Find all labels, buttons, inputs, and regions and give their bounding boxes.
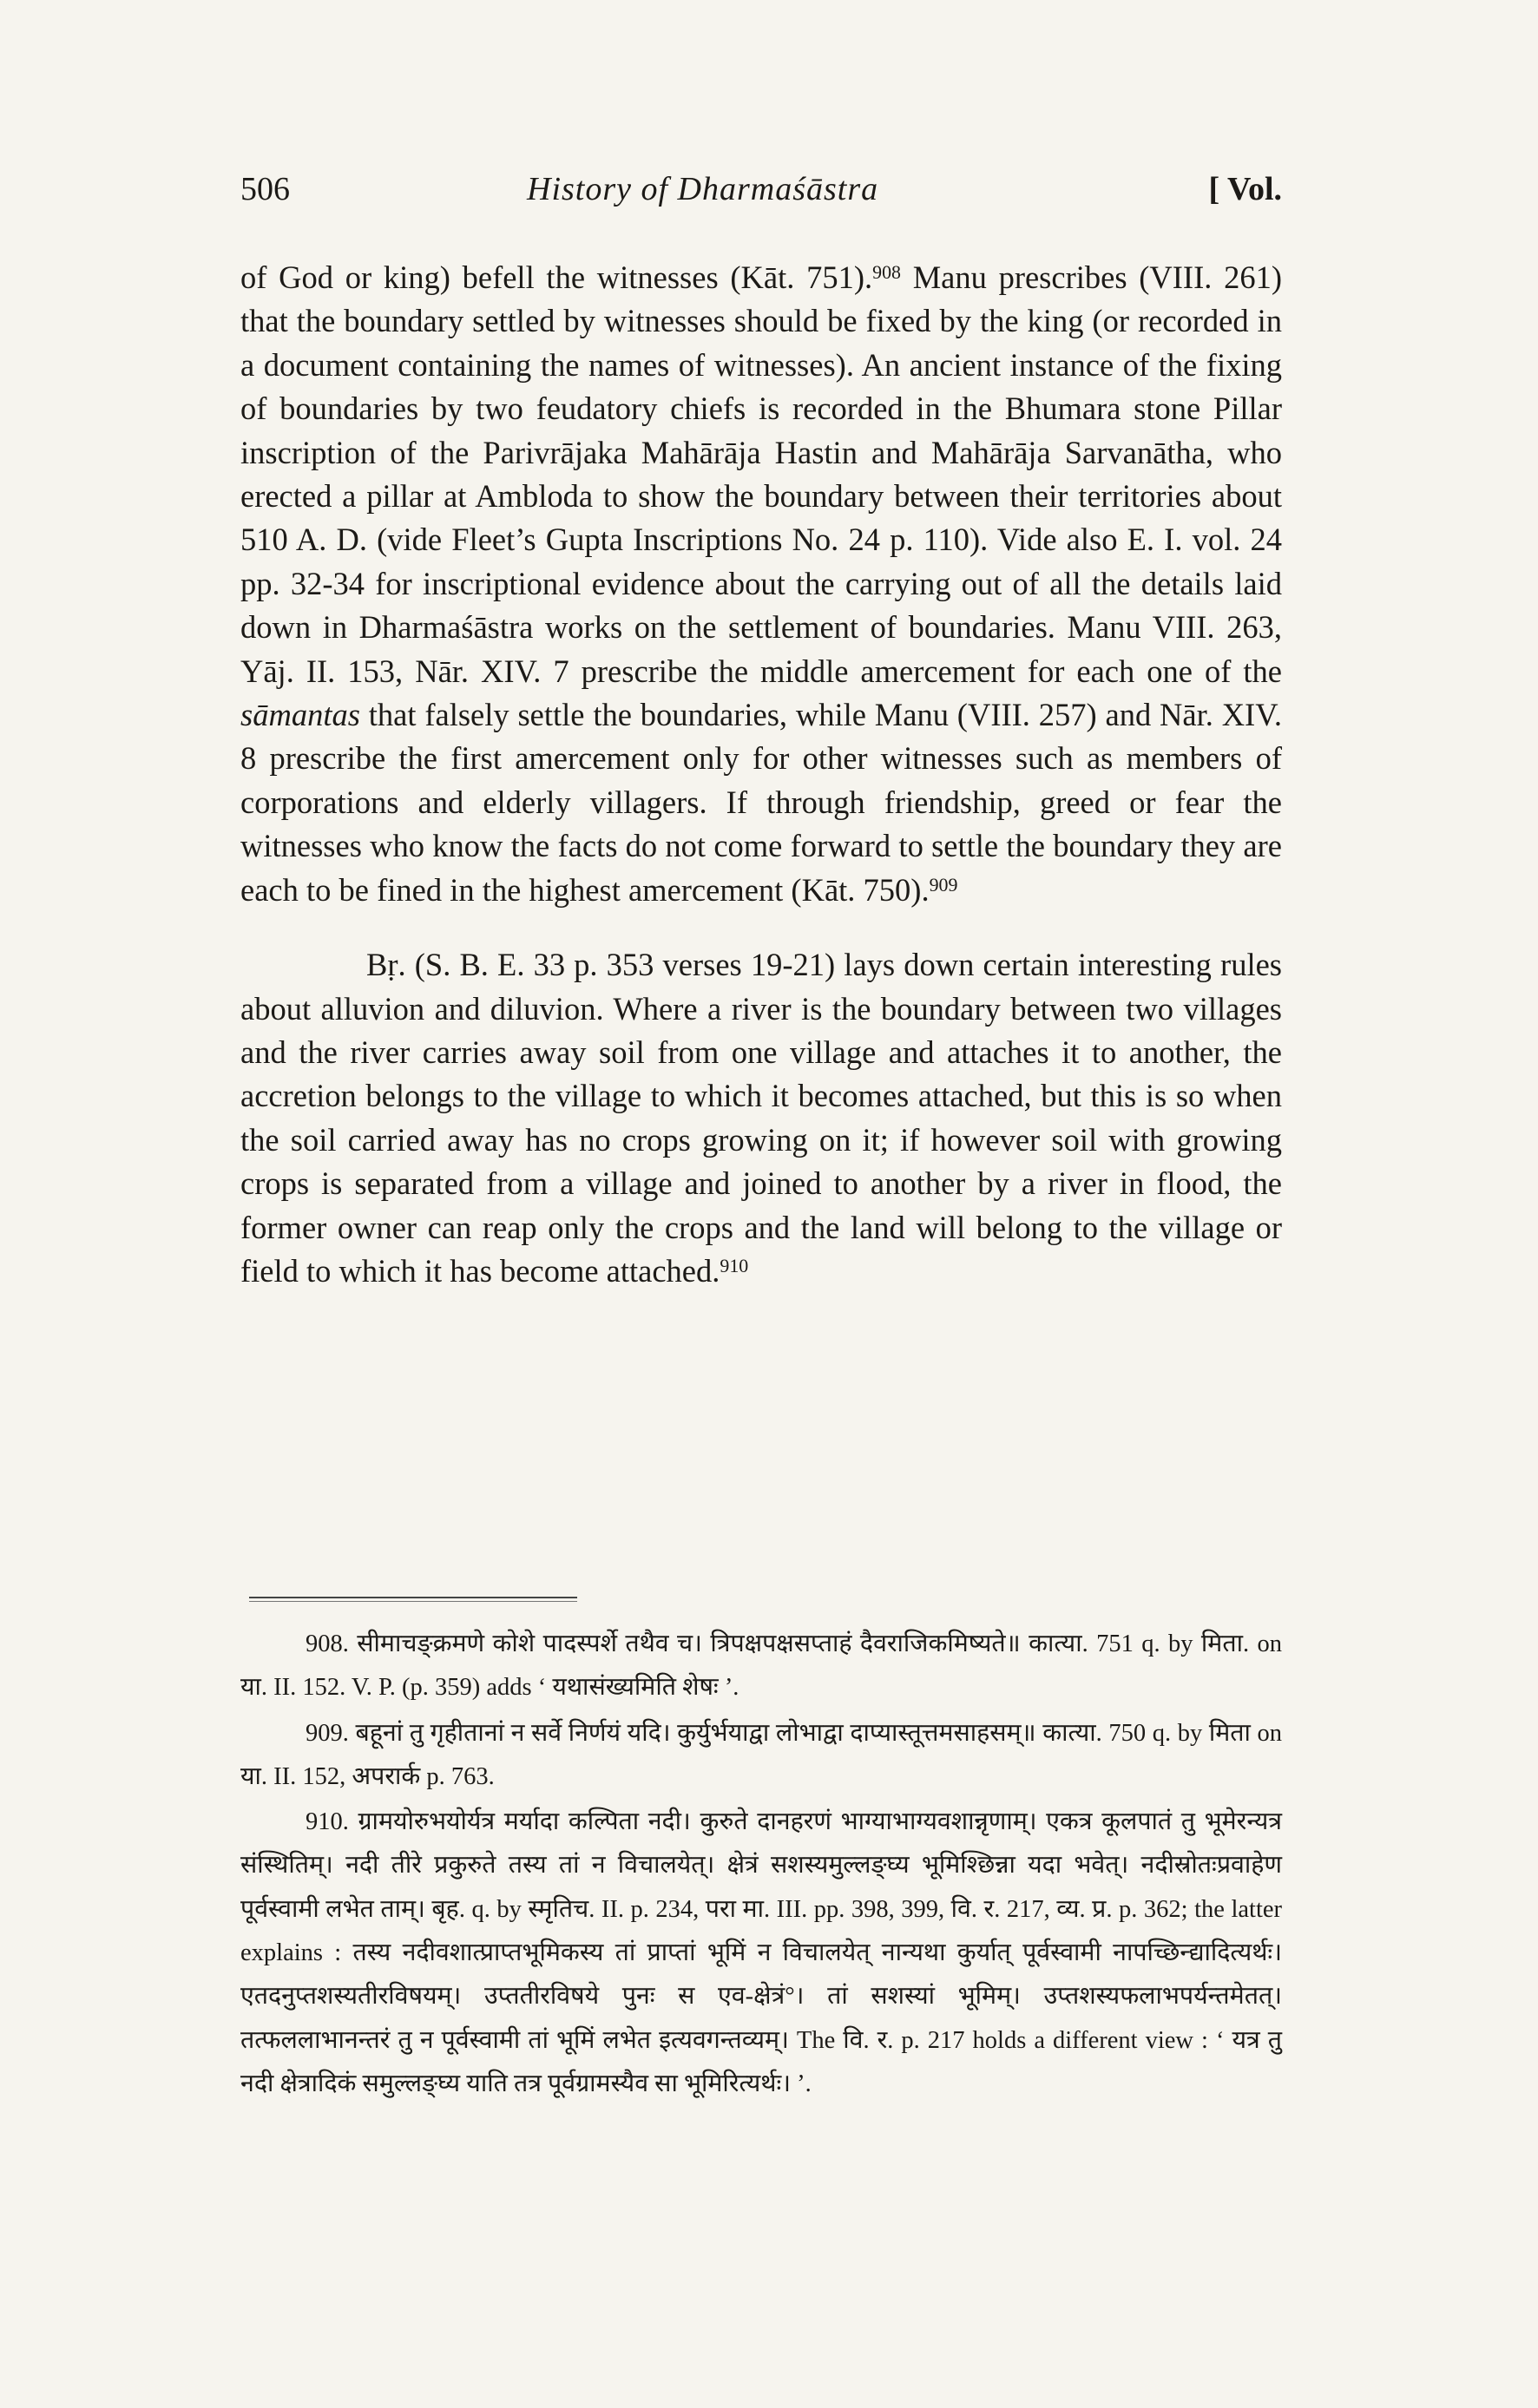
paragraph-1-text-a: of God or king) befell the witnesses (Kāt. 751). — [240, 259, 873, 295]
paragraph-2-text: Bṛ. (S. B. E. 33 p. 353 verses 19-21) lays down certain interesting rules about alluvion and diluvion. Where a river is the boundary between two villages and the river carries away soil from one village and attaches it to another, the accretion belongs to the village to which it becomes attached, but this is so when the soil carried away has no crops growing on it; if however soil with growing crops is separated from a village and joined to another by a river in flood, the former owner can reap only the crops and the land will belong to the village or field to which it has become attached. — [240, 947, 1282, 1289]
italic-term: sāmantas — [240, 697, 360, 733]
footnote-ref-909: 909 — [929, 873, 958, 896]
footnote-divider — [249, 1597, 577, 1602]
paragraph-1 — [240, 256, 1282, 912]
footnote-908 — [240, 1623, 1282, 1710]
volume-label: [ Vol. — [1208, 171, 1282, 207]
footnote-text: ग्रामयोरुभयोर्यत्र मर्यादा कल्पिता नदी। कुरुते दानहरणं भाग्याभाग्यवशान्नृणाम्। एकत्र कूलपातं तु भूमेरन्यत्र संस्थितिम्। नदी तीरे प्रकुरुते तस्य तां न विचालयेत्। क्षेत्रं सशस्यमुल्लङ्घ्य भूमिश्छिन्ना यदा भवेत्। नदीस्रोतःप्रवाहेण पूर्वस्वामी लभेत ताम्। बृह. q. by स्मृतिच. II. p. 234, परा मा. III. pp. 398, 399, वि. र. 217, व्य. प्र. p. 362; the latter explains : तस्य नदीवशात्प्राप्तभूमिकस्य तां प्राप्तां भूमिं न विचालयेत् नान्यथा कुर्यात् पूर्वस्वामी नापच्छिन्द्यादित्यर्थः। एतदनुप्तशस्यतीरविषयम्। उप्ततीरविषये पुनः स एव-क्षेत्रं°। तां सशस्यां भूमिम्। उप्तशस्यफलाभपर्यन्तमेतत्। तत्फललाभानन्तरं तु न पूर्वस्वामी तां भूमिं लभेत इत्यवगन्तव्यम्। The वि. र. p. 217 holds a different view : ‘ यत्र तु नदी क्षेत्रादिकं समुल्लङ्घ्य याति तत्र पूर्वग्रामस्यैव सा भूमिरित्यर्थः। ’. — [240, 1808, 1283, 2097]
footnote-number: 908. — [306, 1630, 349, 1657]
footnote-text: बहूनां तु गृहीतानां न सर्वे निर्णयं यदि। कुर्युर्भयाद्वा लोभाद्वा दाप्यास्तूत्तमसाहसम्॥ कात्या. 750 q. by मिता on या. II. 152, अपरार्क p. 763. — [240, 1719, 1283, 1790]
footnote-ref-908: 908 — [872, 261, 901, 283]
footnote-909 — [240, 1712, 1282, 1800]
footnote-number: 910. — [306, 1808, 349, 1836]
main-text — [240, 256, 1282, 1293]
footnote-910 — [240, 1801, 1282, 2106]
running-header — [240, 170, 1282, 222]
footnote-ref-910: 910 — [720, 1254, 749, 1276]
page-number: 506 — [240, 171, 290, 207]
running-title: History of Dharmaśāstra — [527, 171, 879, 207]
footnotes — [240, 1623, 1282, 2106]
paragraph-1-text-c: that falsely settle the boundaries, while Manu (VIII. 257) and Nār. XIV. 8 prescribe the first amercement only for other witnesses such as members of corporations and elderly villagers. If through friendship, greed or fear the witnesses who know the facts do not come forward to settle the boundary they are each to be fined in the highest amercement (Kāt. 750). — [240, 697, 1282, 908]
footnote-number: 909. — [306, 1719, 349, 1747]
footnote-text: सीमाचङ्क्रमणे कोशे पादस्पर्शे तथैव च। त्रिपक्षपक्षसप्ताहं दैवराजिकमिष्यते॥ कात्या. 751 q. by मिता. on या. II. 152. V. P. (p. 359) adds ‘ यथासंख्यमिति शेषः ’. — [240, 1630, 1282, 1702]
paragraph-1-text-b: Manu prescribes (VIII. 261) that the boundary settled by witnesses should be fixed by the king (or recorded in a document containing the names of witnesses). An ancient instance of the fixing of boundaries by two feudatory chiefs is recorded in the Bhumara stone Pillar inscription of the Parivrājaka Mahārāja Hastin and Mahārāja Sarvanātha, who erected a pillar at Ambloda to show the boundary between their territories about 510 A. D. (vide Fleet’s Gupta Inscriptions No. 24 p. 110). Vide also E. I. vol. 24 pp. 32-34 for inscriptional evidence about the carrying out of all the details laid down in Dharmaśāstra works on the settlement of boundaries. Manu VIII. 263, Yāj. II. 153, Nār. XIV. 7 prescribe the middle amercement for each one of the — [240, 259, 1282, 689]
paragraph-2 — [240, 943, 1282, 1293]
